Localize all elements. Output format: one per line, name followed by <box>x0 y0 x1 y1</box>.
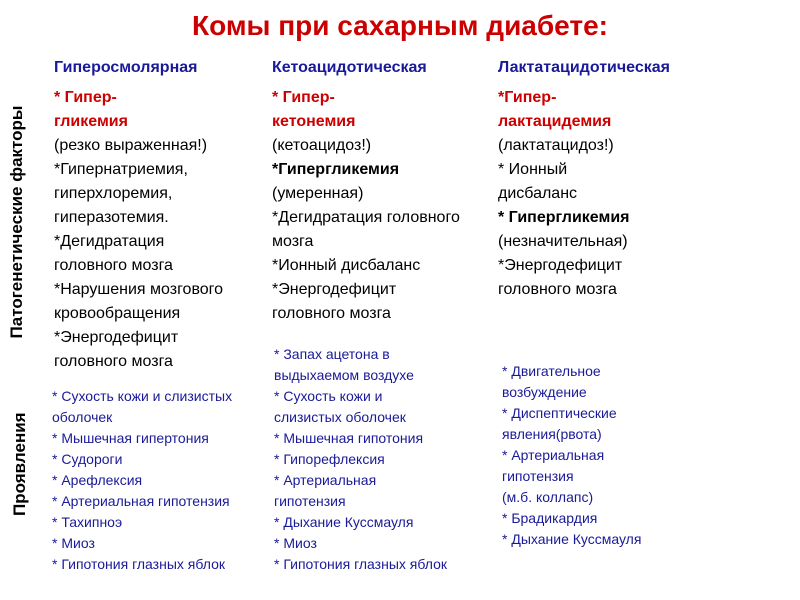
factor-line: головного мозга <box>498 281 617 298</box>
factors-lactic-acidotic <box>498 86 629 302</box>
manifestation-line: * Сухость кожи и <box>274 388 383 404</box>
manifestation-line: * Арефлексия <box>52 472 143 488</box>
manifestation-line: * Сухость кожи и слизистых <box>52 388 233 404</box>
manifestation-line: слизистых оболочек <box>274 409 406 425</box>
factor-line: *Нарушения мозгового <box>54 281 224 298</box>
factor-line: головного мозга <box>54 257 173 274</box>
factor-line: дисбаланс <box>498 185 578 202</box>
factor-line: *Энергодефицит <box>54 329 179 346</box>
manifestation-line: * Диспептические <box>502 405 617 421</box>
manifestation-line: * Дыхание Куссмауля <box>274 514 414 530</box>
factors-hyperosmolar <box>54 86 223 374</box>
manifestation-line: * Судороги <box>52 451 123 467</box>
factor-line: *Гипергликемия <box>272 161 400 178</box>
factor-line: (лактатацидоз!) <box>498 137 614 154</box>
manifestation-line: * Миоз <box>274 535 317 551</box>
manifestation-line: * Гипотония глазных яблок <box>274 556 447 572</box>
manifestation-line: выдыхаемом воздухе <box>274 367 414 383</box>
manifestation-line: * Запах ацетона в <box>274 346 390 362</box>
column-heading-ketoacidotic: Кетоацидотическая <box>272 59 427 76</box>
factor-line: *Дегидратация головного <box>272 209 460 226</box>
manifestation-line: * Артериальная <box>502 447 605 463</box>
factor-line: *Энергодефицит <box>272 281 397 298</box>
factors-ketoacidotic <box>272 86 460 326</box>
manifestation-line: * Артериальная <box>274 472 377 488</box>
factor-line: * Ионный <box>498 161 568 178</box>
factor-line: кровообращения <box>54 305 181 322</box>
column-heading-hyperosmolar: Гиперосмолярная <box>54 59 198 76</box>
factor-line: кетонемия <box>272 113 356 130</box>
factor-line: гиперхлоремия, <box>54 185 173 202</box>
factor-line: * Гипергликемия <box>498 209 630 226</box>
factor-line: *Гипернатриемия, <box>54 161 188 178</box>
side-label-factors: Патогенетические факторы <box>7 105 26 339</box>
manifestation-line: * Мышечная гипертония <box>52 430 209 446</box>
factor-line: *Ионный дисбаланс <box>272 257 421 274</box>
slide-title: Комы при сахарным диабете: <box>192 10 608 41</box>
manifestation-line: * Артериальная гипотензия <box>52 493 230 509</box>
manifestations-lactic-acidotic <box>502 361 641 550</box>
manifestation-line: явления(рвота) <box>502 426 602 442</box>
factor-line: лактацидемия <box>498 113 612 130</box>
manifestation-line: * Гипотония глазных яблок <box>52 556 225 572</box>
manifestation-line: * Двигательное <box>502 363 601 379</box>
factor-line: * Гипер- <box>54 89 117 106</box>
manifestations-hyperosmolar <box>52 386 232 575</box>
factor-line: (незначительная) <box>498 233 628 250</box>
factor-line: (умеренная) <box>272 185 364 202</box>
manifestation-line: * Брадикардия <box>502 510 598 526</box>
factor-line: * Гипер- <box>272 89 335 106</box>
manifestation-line: (м.б. коллапс) <box>502 489 594 505</box>
column-heading-lactic-acidotic: Лактатацидотическая <box>498 59 670 76</box>
factor-line: *Энергодефицит <box>498 257 623 274</box>
manifestations-ketoacidotic <box>274 344 447 575</box>
factor-line: головного мозга <box>272 305 391 322</box>
manifestation-line: оболочек <box>52 409 113 425</box>
manifestation-line: * Мышечная гипотония <box>274 430 424 446</box>
factor-line: гиперазотемия. <box>54 209 169 226</box>
factor-line: *Гипер- <box>498 89 557 106</box>
factor-line: головного мозга <box>54 353 173 370</box>
manifestation-line: * Тахипноэ <box>52 514 123 530</box>
factor-line: гликемия <box>54 113 128 130</box>
manifestation-line: * Гипорефлексия <box>274 451 385 467</box>
factor-line: (резко выраженная!) <box>54 137 208 154</box>
manifestation-line: гипотензия <box>502 468 574 484</box>
manifestation-line: возбуждение <box>502 384 587 400</box>
manifestation-line: гипотензия <box>274 493 346 509</box>
manifestation-line: * Миоз <box>52 535 95 551</box>
side-label-manifestations: Проявления <box>10 412 29 516</box>
manifestation-line: * Дыхание Куссмауля <box>502 531 642 547</box>
factor-line: *Дегидратация <box>54 233 165 250</box>
factor-line: мозга <box>272 233 314 250</box>
factor-line: (кетоацидоз!) <box>272 137 372 154</box>
